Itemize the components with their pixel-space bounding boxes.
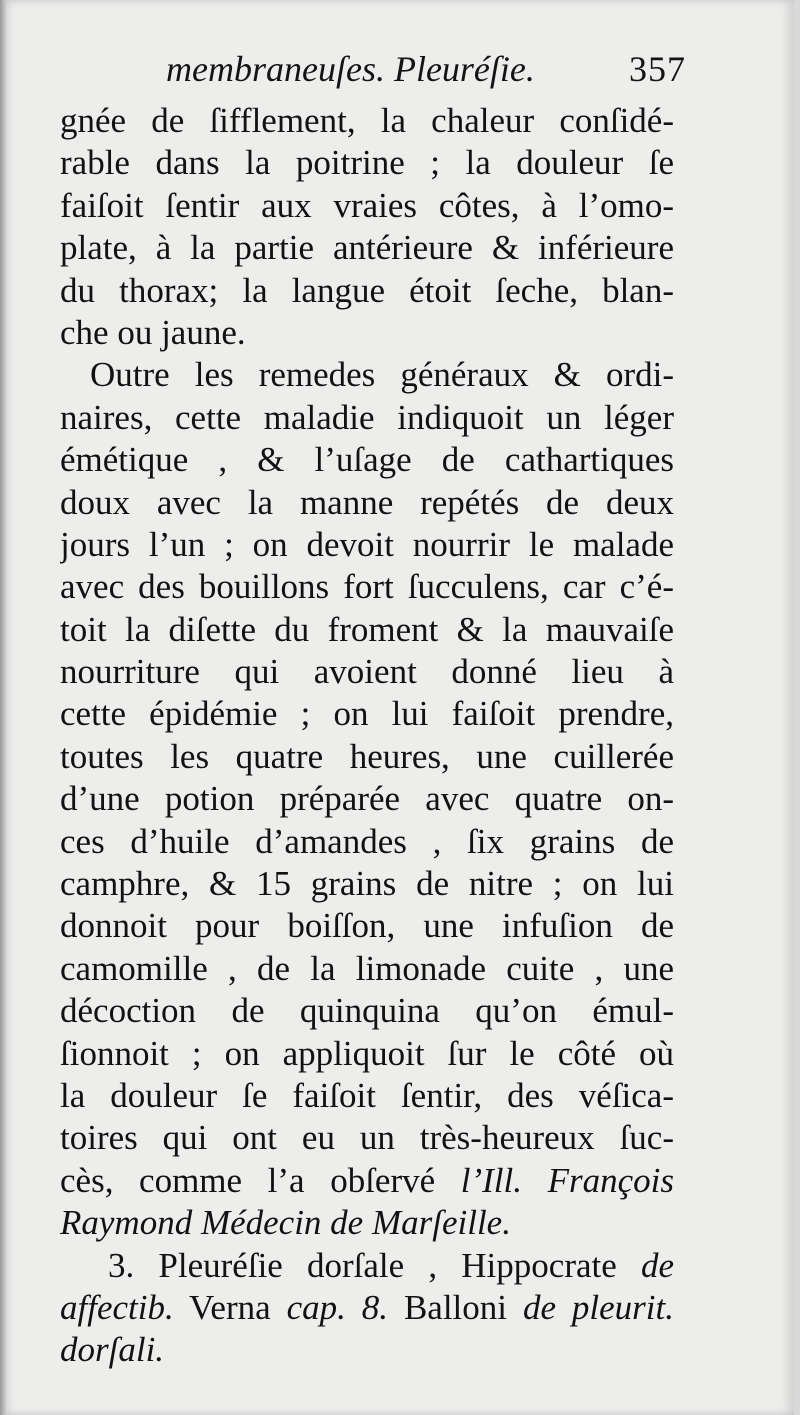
running-head <box>166 48 686 100</box>
italic-span: affectib. <box>60 1287 174 1327</box>
text-line: plate, à la partie antérieure & inférieure <box>60 228 674 268</box>
text-line: cette épidémie ; on lui faiſoit prendre, <box>60 694 674 734</box>
text-line: gnée de ſifflement, la chaleur conſidé- <box>60 101 674 140</box>
text-line: avec des bouillons fort ſucculens, car c’é- <box>60 567 674 607</box>
italic-span: cap. 8. <box>286 1287 389 1327</box>
text-line: nourriture qui avoient donné lieu à <box>60 652 674 692</box>
text-line: donnoit pour boiſſon, une infuſion de <box>60 906 674 946</box>
text-line: ſionnoit ; on appliquoit ſur le côté où <box>60 1033 674 1073</box>
italic-span: de pleurit. <box>522 1287 674 1327</box>
text-line <box>60 1202 674 1244</box>
book-page <box>6 0 794 1415</box>
text-line: jours l’un ; on devoit nourrir le malade <box>60 524 674 564</box>
text-line: camomille , de la limonade cuite , une <box>60 948 674 988</box>
text-line: faiſoit ſentir aux vraies côtes, à l’omo- <box>60 185 674 225</box>
text-line: décoction de quinquina qu’on émul- <box>60 991 674 1031</box>
italic-span: de <box>640 1245 674 1285</box>
text-line: camphre, & 15 grains de nitre ; on lui <box>60 864 674 904</box>
text-line <box>60 1329 674 1371</box>
text-line: naires, cette maladie indiquoit un léger <box>60 397 674 437</box>
text-line-citation <box>60 1160 674 1202</box>
text-line: la douleur ſe faiſoit ſentir, des véſica- <box>60 1075 674 1115</box>
paragraph-start-line <box>60 1245 674 1287</box>
paragraph-start-line: Outre les remedes généraux & ordi- <box>90 355 674 395</box>
italic-span: Raymond Médecin de Marſeille. <box>60 1203 511 1243</box>
text-span: cès, comme l’a obſervé <box>60 1160 461 1200</box>
text-line: toit la diſette du froment & la mauvaiſe <box>60 609 674 649</box>
text-span: Verna <box>173 1287 287 1327</box>
text-line: toires qui ont eu un très-heureux ſuc- <box>60 1118 674 1158</box>
text-span: Balloni <box>388 1287 523 1327</box>
text-line: ces d’huile d’amandes , ſix grains de <box>60 821 674 861</box>
page-number: 357 <box>629 49 686 89</box>
text-span: 3. Pleuréſie dorſale , Hippocrate <box>108 1245 641 1285</box>
text-line: doux avec la manne repétés de deux <box>60 482 674 522</box>
italic-span: l’Ill. François <box>460 1160 674 1200</box>
text-line: du thorax; la langue étoit ſeche, blan- <box>60 270 674 310</box>
text-line: d’une potion préparée avec quatre on- <box>60 779 674 819</box>
text-line: rable dans la poitrine ; la douleur ſe <box>60 143 674 183</box>
text-line <box>60 1287 674 1329</box>
text-line: émétique , & l’uſage de cathartiques <box>60 440 674 480</box>
text-line: che ou jaune. <box>60 312 246 352</box>
text-line: toutes les quatre heures, une cuillerée <box>60 736 674 776</box>
italic-span: dorſali. <box>60 1330 165 1370</box>
running-head-title: membraneuſes. Pleuréſie. <box>166 49 535 89</box>
body-text <box>60 100 674 1372</box>
